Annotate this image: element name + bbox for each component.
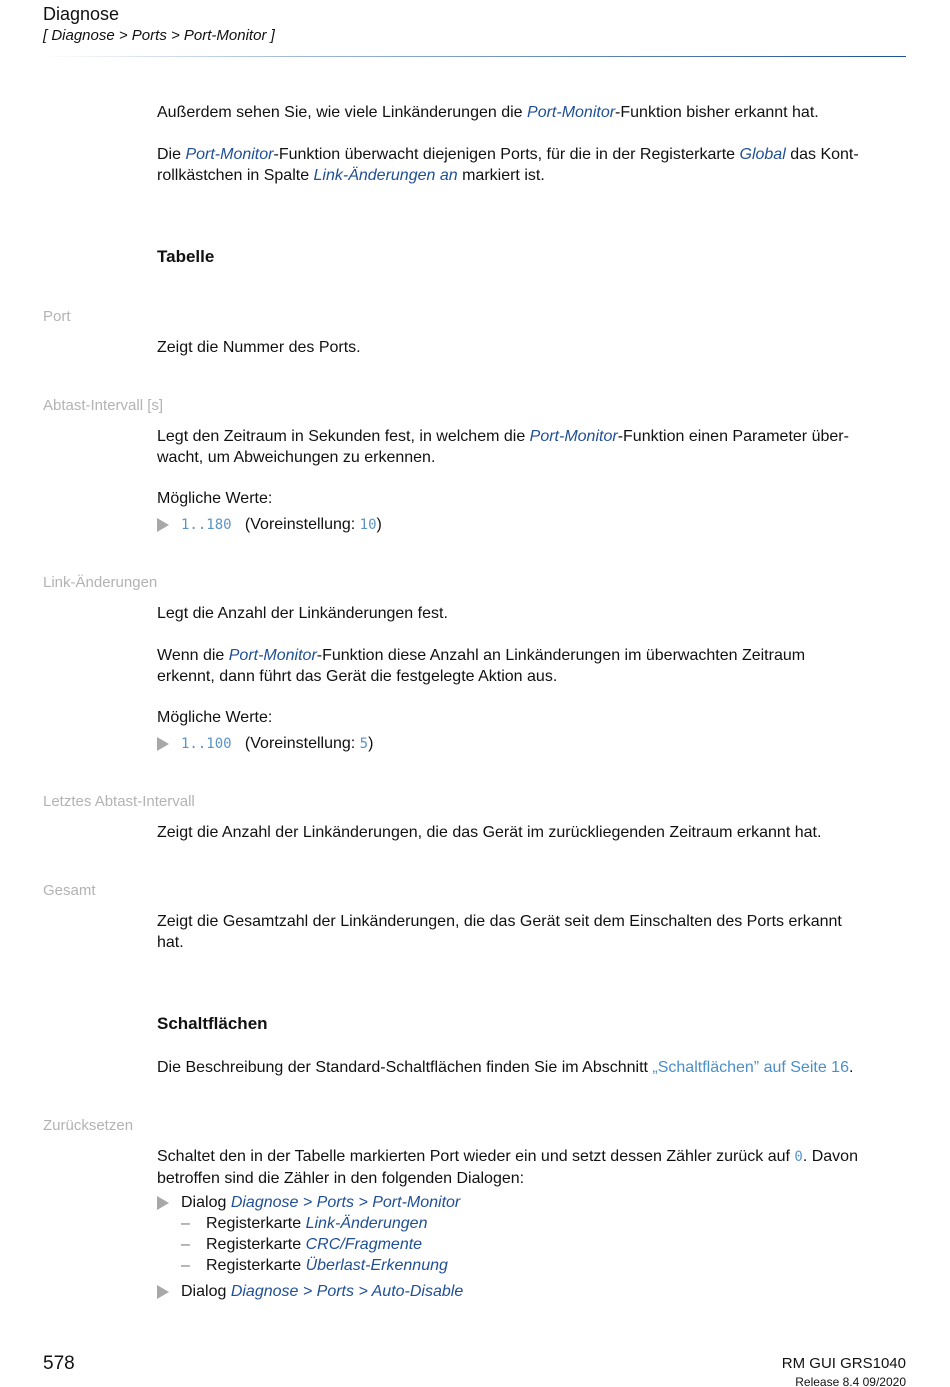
field-desc-last-interval: Zeigt die Anzahl der Linkänderungen, die das Gerät im zurückliegenden Zeitraum erkannt hat.	[157, 824, 822, 841]
tab-crc-fragments-link[interactable]: CRC/Fragmente	[305, 1236, 423, 1253]
release-info: Release 8.4 09/2020	[795, 1375, 906, 1387]
text: )	[368, 735, 374, 752]
default-value: 5	[359, 736, 369, 752]
doc-id: RM GUI GRS1040	[781, 1355, 906, 1372]
text: Die	[157, 146, 186, 163]
possible-values-label: Mögliche Werte:	[157, 709, 273, 726]
field-label-interval: Abtast-Intervall [s]	[43, 397, 164, 414]
value-range: 1..180	[181, 517, 232, 533]
text: markiert ist.	[457, 167, 545, 184]
dash-glyph: –	[181, 1236, 190, 1253]
field-desc-total	[157, 911, 909, 953]
header-divider	[43, 56, 906, 57]
text: Die Beschreibung der Standard-Schaltflächen finden Sie im Abschnitt	[157, 1059, 653, 1076]
port-monitor-link[interactable]: Port-Monitor	[529, 428, 618, 445]
text: .	[848, 1059, 854, 1076]
buttons-page-xref-link[interactable]: „Schaltflächen” auf Seite 16	[652, 1059, 849, 1076]
text: Dialog	[181, 1194, 231, 1211]
port-monitor-link[interactable]: Port-Monitor	[228, 647, 317, 664]
text: )	[376, 516, 382, 533]
default-value: 10	[359, 517, 377, 533]
text: das Kont-	[785, 146, 859, 163]
text: Registerkarte	[206, 1236, 306, 1253]
text: betroffen sind die Zähler in den folgenden Dialogen:	[157, 1170, 525, 1187]
field-desc-port: Zeigt die Nummer des Ports.	[157, 339, 361, 356]
global-tab-link[interactable]: Global	[739, 146, 786, 163]
link-changes-column-link[interactable]: Link-Änderungen an	[313, 167, 458, 184]
field-desc-interval	[157, 426, 909, 468]
text: -Funktion diese Anzahl an Linkänderungen im überwachten Zeitraum	[316, 647, 806, 664]
text: Schaltet den in der Tabelle markierten Port wieder ein und setzt dessen Zähler zurück auf	[157, 1148, 795, 1165]
text: Wenn die	[157, 647, 229, 664]
value-range: 1..100	[181, 736, 232, 752]
field-label-reset: Zurücksetzen	[43, 1117, 134, 1134]
text: erkennt, dann führt das Gerät die festgelegte Aktion aus.	[157, 668, 558, 685]
section-heading-table: Tabelle	[157, 247, 215, 266]
text: Außerdem sehen Sie, wie viele Linkänderungen die	[157, 104, 528, 121]
tab-link-changes-link[interactable]: Link-Änderungen	[305, 1215, 428, 1232]
text: -Funktion überwacht diejenigen Ports, für die in der Registerkarte	[273, 146, 740, 163]
page-number: 578	[43, 1353, 75, 1374]
field-label-total: Gesamt	[43, 882, 96, 899]
port-monitor-link[interactable]: Port-Monitor	[527, 104, 616, 121]
field-desc-link-changes: Legt die Anzahl der Linkänderungen fest.	[157, 605, 448, 622]
page-title: Diagnose	[43, 4, 120, 24]
intro-paragraph-2	[157, 144, 909, 186]
text: wacht, um Abweichungen zu erkennen.	[157, 449, 436, 466]
bullet-triangle-icon	[157, 1196, 169, 1210]
intro-paragraph-1	[157, 102, 909, 123]
field-label-port: Port	[43, 308, 71, 325]
text: Zeigt die Gesamtzahl der Linkänderungen, die das Gerät seit dem Einschalten des Ports erkannt	[157, 913, 842, 930]
field-label-link-changes: Link-Änderungen	[43, 574, 158, 591]
buttons-desc	[157, 1057, 909, 1078]
text: -Funktion einen Parameter über-	[617, 428, 849, 445]
text: -Funktion bisher erkannt hat.	[615, 104, 819, 121]
text: Registerkarte	[206, 1257, 306, 1274]
field-desc-link-changes-2	[157, 645, 909, 687]
text: Registerkarte	[206, 1215, 306, 1232]
text: rollkästchen in Spalte	[157, 167, 314, 184]
possible-values-label: Mögliche Werte:	[157, 490, 273, 507]
breadcrumb: [ Diagnose > Ports > Port-Monitor ]	[43, 27, 275, 44]
dialog-auto-disable-link[interactable]: Diagnose > Ports > Auto-Disable	[230, 1283, 464, 1300]
text: Dialog	[181, 1283, 231, 1300]
dash-glyph: –	[181, 1215, 190, 1232]
tab-overload-detection-link[interactable]: Überlast-Erkennung	[305, 1257, 448, 1274]
zero-value: 0	[794, 1149, 803, 1165]
bullet-triangle-icon	[157, 737, 169, 751]
text: Legt den Zeitraum in Sekunden fest, in welchem die	[157, 428, 530, 445]
port-monitor-link[interactable]: Port-Monitor	[185, 146, 274, 163]
bullet-triangle-icon	[157, 518, 169, 532]
section-heading-buttons: Schaltflächen	[157, 1014, 268, 1033]
text: (Voreinstellung:	[244, 735, 360, 752]
field-desc-reset	[157, 1146, 909, 1189]
text: hat.	[157, 934, 184, 951]
field-label-last-interval: Letztes Abtast-Intervall	[43, 793, 195, 810]
dash-glyph: –	[181, 1257, 190, 1274]
dialog-port-monitor-link[interactable]: Diagnose > Ports > Port-Monitor	[230, 1194, 461, 1211]
bullet-triangle-icon	[157, 1285, 169, 1299]
text: (Voreinstellung:	[244, 516, 360, 533]
text: . Davon	[802, 1148, 858, 1165]
